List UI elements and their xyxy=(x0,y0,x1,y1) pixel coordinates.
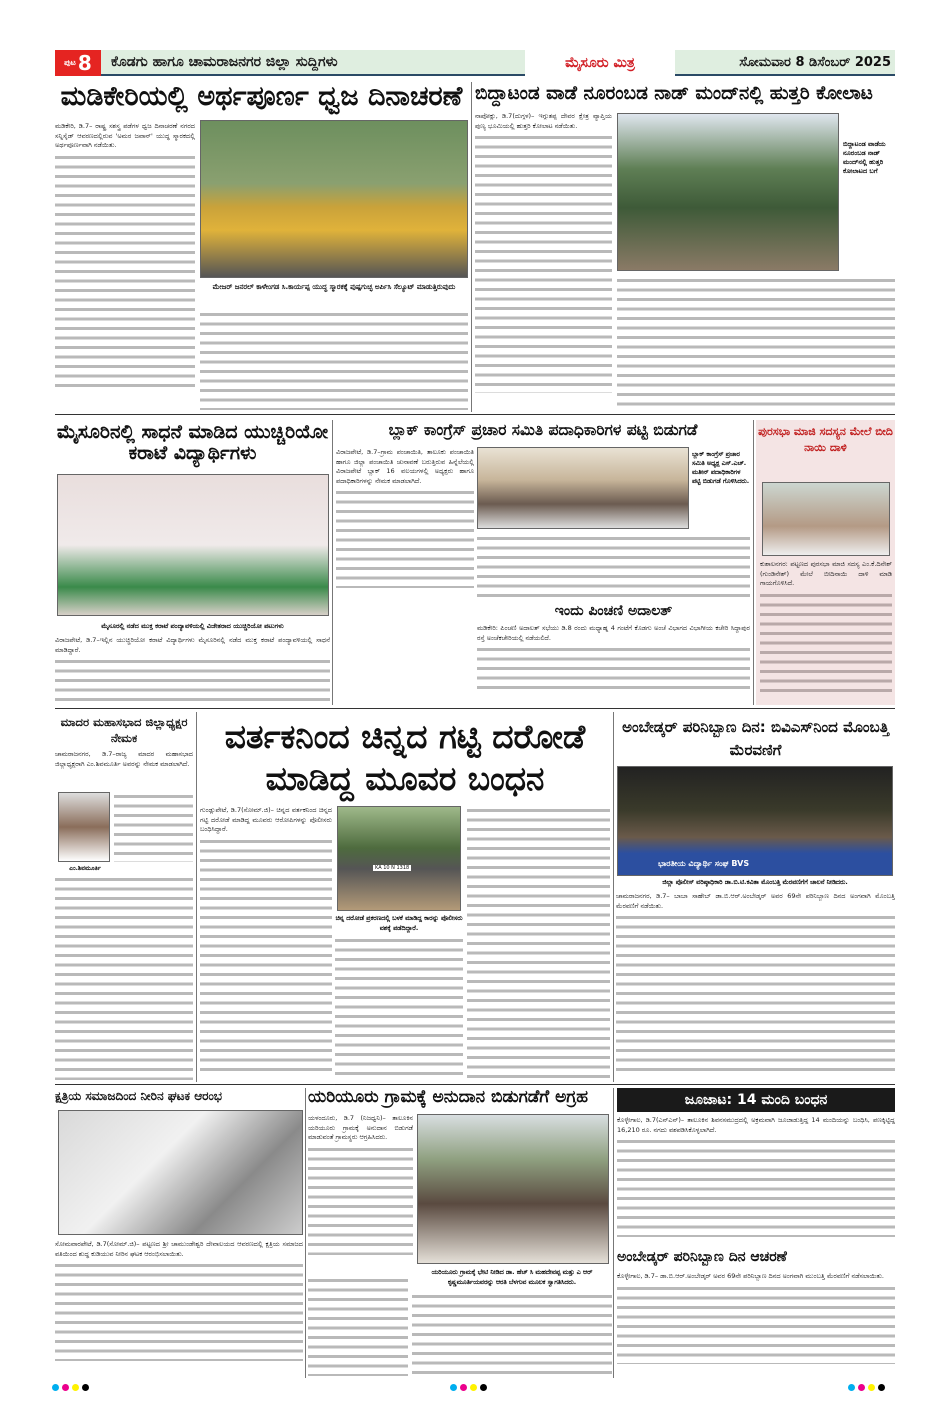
article-lead: ಗುಂಡ್ಲುಪೇಟೆ, ಡಿ.7(ಸೋಮ್.ಜಿ)– ಚಿನ್ನದ ವರ್ತಕನಿಂದ ಚಿನ್ನದ ಗಟ್ಟಿ ದರೋಡೆ ಮಾಡಿದ್ದ ಮೂವರು ಆರೋಪಿಗಳನ್ನು ಪೊಲೀಸರು ಬಂಧಿಸಿದ್ದಾರೆ. xyxy=(200,806,332,833)
headline-bvs: ಅಂಬೇಡ್ಕರ್ ಪರಿನಿಬ್ಬಾಣ ದಿನ: ಬಿವಿಎಸ್‌ನಿಂದ ಮೊಂಬತ್ತಿ ಮೆರವಣಿಗೆ xyxy=(622,718,889,759)
divider xyxy=(613,712,614,1082)
karate-photo xyxy=(57,474,329,616)
divider xyxy=(55,1084,895,1085)
article-lead: ಚಾಮರಾಜನಗರ, ಡಿ.7– ಬಾಬಾ ಸಾಹೇಬ್ ಡಾ.ಬಿ.ಆರ್.ಅಂಬೇಡ್ಕರ್ ಅವರ 69ನೇ ಪರಿನಿಬ್ಬಾಣ ದಿನದ ಅಂಗವಾಗಿ ಮೊಂಬತ್ತಿ ಮೆರವಣಿಗೆ ನಡೆಯಿತು. xyxy=(616,892,895,910)
bvs-rally-photo xyxy=(617,766,893,876)
congress-photo xyxy=(477,447,689,529)
page-header xyxy=(55,50,895,76)
divider xyxy=(471,82,472,412)
article-lead: ಕೊಳ್ಳೇಗಾಲ, ಡಿ.7(ಎನ್‌ಎನ್)– ತಾಲೂಕಿನ ಶಿವನಸಮುದ್ರದಲ್ಲಿ ಅಕ್ರಮವಾಗಿ ಜೂಜಾಡುತ್ತಿದ್ದ 14 ಮಂದಿಯನ್ನು ಬಂಧಿಸಿ, ಪಣಕ್ಕಿಟ್ಟಿದ್ದ 16,210 ರೂ. ನಗದು ವಶಪಡಿಸಿಕೊಳ್ಳಲಾಗಿದೆ. xyxy=(617,1116,895,1134)
headline-congress: ಬ್ಲಾಕ್ ಕಾಂಗ್ರೆಸ್ ಪ್ರಚಾರ ಸಮಿತಿ ಪದಾಧಿಕಾರಿಗಳ ಪಟ್ಟಿ ಬಿಡುಗಡೆ xyxy=(388,421,698,439)
article-body-lines xyxy=(335,936,463,1080)
article-lead: ಚಾಮರಾಜನಗರ, ಡಿ.7–ರಾಜ್ಯ ಮಾದರ ಮಹಾಸಭಾದ ಜಿಲ್ಲಾಧ್ಯಕ್ಷರಾಗಿ ಎಂ.ಶಿವಮೂರ್ತಿ ಅವರನ್ನು ನೇಮಕ ಮಾಡಲಾಗಿದೆ. xyxy=(55,750,193,768)
divider xyxy=(613,1088,614,1378)
photo-caption: ಮೇಜರ್ ಜನರಲ್ ಕಾಳೇಂಗಡ ಸಿ.ಕಾರ್ಯಪ್ಪ ಯುದ್ಧ ಸ್ಮಾರಕಕ್ಕೆ ಪುಷ್ಪಗುಚ್ಛ ಅರ್ಪಿಸಿ ಸೆಲ್ಯೂಟ್ ಮಾಡುತ್ತಿರುವುದು xyxy=(212,283,456,291)
issue-date: ಸೋಮವಾರ 8 ಡಿಸೆಂಬರ್ 2025 xyxy=(739,55,891,70)
yariyur-photo xyxy=(417,1114,609,1264)
side-caption: ಬ್ಲಾಕ್ ಕಾಂಗ್ರೆಸ್ ಪ್ರಚಾರ ಸಮಿತಿ ಅಧ್ಯಕ್ಷ ಎಸ್.ಎಚ್. ಮತೀನ್ ಪದಾಧಿಕಾರಿಗಳ ಪಟ್ಟಿ ಬಿಡುಗಡೆ ಗೊಳಿಸಿದರು. xyxy=(692,451,750,485)
kolata-photo xyxy=(617,113,839,271)
article-body xyxy=(475,112,612,410)
page-number-badge xyxy=(55,50,101,76)
article-body xyxy=(336,448,474,598)
article-body-lines xyxy=(467,806,610,1080)
article-body xyxy=(55,750,193,790)
headline-dog-attack: ಪುರಸಭಾ ಮಾಜಿ ಸದಸ್ಯನ ಮೇಲೆ ಬೀದಿ ನಾಯಿ ದಾಳಿ xyxy=(758,425,893,454)
page-label: ಪುಟ xyxy=(64,58,76,67)
article-body xyxy=(477,624,750,704)
flag-day-photo xyxy=(200,120,468,278)
divider xyxy=(305,1088,306,1378)
article-body-lines xyxy=(200,310,468,410)
license-plate: KA 10 N 1318 xyxy=(375,865,410,871)
article-body-lines xyxy=(617,276,895,410)
section-title: ಕೊಡಗು ಹಾಗೂ ಚಾಮರಾಜನಗರ ಜಿಲ್ಲಾ ಸುದ್ದಿಗಳು xyxy=(111,54,338,70)
article-body xyxy=(55,636,330,704)
article-lead: ಕುಶಾಲನಗರ: ಪಟ್ಟಣದ ಪುರಸಭಾ ಮಾಜಿ ಸದಸ್ಯ ಎಂ.ಕೆ.ದಿನೇಶ್ (ಗುಂಡಿನೇಶ್) ಮೇಲೆ ಬೀದಿನಾಯಿ ದಾಳಿ ಮಾಡಿ ಗಾಯಗೊಳಿಸಿದೆ. xyxy=(760,560,892,587)
headline-yariyur: ಯರಿಯೂರು ಗ್ರಾಮಕ್ಕೆ ಅನುದಾನ ಬಿಡುಗಡೆಗೆ ಅಗ್ರಹ xyxy=(308,1087,588,1107)
banner-text: ಭಾರತೀಯ ವಿದ್ಯಾರ್ಥಿ ಸಂಘ BVS xyxy=(658,859,750,868)
article-body xyxy=(760,560,892,702)
article-body xyxy=(55,1240,303,1375)
photo-caption: ಮೈಸೂರಲ್ಲಿ ನಡೆದ ಮುಕ್ತ ಕರಾಟೆ ಪಂದ್ಯಾವಳಿಯಲ್ಲಿ ವಿಜೇತರಾದ ಯುಚ್ಚಿರಿಯೋ ಪಟುಗಳು xyxy=(101,622,284,630)
article-lead: ನಾಪೋಕ್ಲು, ಡಿ.7(ದುಗ್ಗಳ)– ಇಗ್ಗುತಪ್ಪ ದೇವರ ಕ್ಷೇತ್ರ ವ್ಯಾಪ್ತಿಯ ಪುಣ್ಯ ಭೂಮಿಯಲ್ಲಿ ಹುತ್ತರಿ ಕೋಲಾಟ ನಡೆಯಿತು. xyxy=(475,112,612,130)
side-caption: ಬಿದ್ದಾಟಂಡ ವಾಡೆಯ ನೂರಂಬಡ ನಾಡ್ ಮಂದ್‌ನಲ್ಲಿ ಹುತ್ತರಿ ಕೋಲಾಟದ ಬಗೆ xyxy=(843,140,886,175)
headline-ambedkar: ಅಂಬೇಡ್ಕರ್ ಪರಿನಿಬ್ಬಾಣ ದಿನ ಆಚರಣೆ xyxy=(617,1249,787,1265)
article-body xyxy=(617,1272,895,1376)
article-body xyxy=(200,806,332,1080)
article-body-lines xyxy=(477,534,750,598)
registration-marks xyxy=(450,1376,490,1395)
dog-attack-photo xyxy=(762,482,890,556)
newspaper-logo: ಮೈಸೂರು ಮಿತ್ರ xyxy=(525,50,675,76)
photo-caption: ಜಿಲ್ಲಾ ಪೊಲೀಸ್ ವರಿಷ್ಠಾಧಿಕಾರಿ ಡಾ.ಬಿ.ಟಿ.ಕವಿತಾ ಮೊಂಬತ್ತಿ ಮೆರವಣಿಗೆಗೆ ಚಾಲನೆ ನೀಡಿದರು. xyxy=(662,879,848,886)
article-lead: ಯಳಂದೂರು, ಡಿ.7 (ನಿಜಧ್ವನಿ)– ತಾಲೂಕಿನ ಯರಿಯೂರು ಗ್ರಾಮಕ್ಕೆ ಅನುದಾನ ಬಿಡುಗಡೆ ಮಾಡುವಂತೆ ಗ್ರಾಮಸ್ಥರು ಆಗ್ರಹಿಸಿದರು. xyxy=(308,1114,413,1141)
article-body xyxy=(55,122,195,407)
portrait-photo xyxy=(58,792,110,862)
article-lead: ಸೋಮವಾರಪೇಟೆ, ಡಿ.7(ಸೋಮ್.ಜಿ)– ಪಟ್ಟಣದ ಶ್ರೀ ಚಾಮುಂಡೇಶ್ವರಿ ದೇವಾಲಯದ ಆವರಣದಲ್ಲಿ ಕ್ಷತ್ರಿಯ ಸಮಾಜದ ವತಿಯಿಂದ ಶುದ್ಧ ಕುಡಿಯುವ ನೀರಿನ ಘಟಕ ಆರಂಭಿಸಲಾಯಿತು. xyxy=(55,1240,303,1258)
article-body-lines xyxy=(55,875,193,1080)
article-body-lines xyxy=(114,792,193,862)
headline-gambling: ಜೂಜಾಟ: 14 ಮಂದಿ ಬಂಧನ xyxy=(617,1088,895,1112)
article-body-lines xyxy=(308,1276,408,1376)
article-lead: ಮಡಿಕೇರಿ, ಡಿ.7– ರಾಷ್ಟ್ರ ಸಶಸ್ತ್ರ ಪಡೆಗಳ ಧ್ವಜ ದಿನಾಚರಣೆ ನಗರದ ಸನ್ನಿಸೈಡ್ ಆವರಣದಲ್ಲಿರುವ 'ಅಮರ ಜವಾನ್' ಯುದ್ಧ ಸ್ಮಾರಕದಲ್ಲಿ ಅರ್ಥಪೂರ್ಣವಾಗಿ ನಡೆಯಿತು. xyxy=(55,122,195,149)
article-lead: ವಿರಾಜಪೇಟೆ, ಡಿ.7–ಗ್ರಾಮ ಪಂಚಾಯಿತಿ, ತಾಲೂಕು ಪಂಚಾಯಿತಿ ಹಾಗೂ ಜಿಲ್ಲಾ ಪಂಚಾಯಿತಿ ಚುನಾವಣೆ ಬರುತ್ತಿರುವ ಹಿನ್ನೆಲೆಯಲ್ಲಿ ವಿರಾಜಪೇಟೆ ಬ್ಲಾಕ್ 16 ವಲಯಗಳಲ್ಲಿ ಅಧ್ಯಕ್ಷರು ಹಾಗೂ ಪದಾಧಿಕಾರಿಗಳನ್ನು ನೇಮಕ ಮಾಡಲಾಗಿದೆ. xyxy=(336,448,474,485)
photo-caption: ಯರಿಯೂರು ಗ್ರಾಮಕ್ಕೆ ಭೇಟಿ ನೀಡಿದ ಡಾ. ಹೆಚ್ ಸಿ ಮಹದೇವಪ್ಪ ಮತ್ತು ಎ ಆರ್ ಕೃಷ್ಣಮೂರ್ತಿಯವರನ್ನು ಆರತಿ ಬೆಳಗುವ ಮೂಲಕ ಸ್ವಾಗತಿಸಿದರು. xyxy=(431,1269,593,1286)
page-number: 8 xyxy=(77,51,92,75)
article-lead: ವಿರಾಜಪೇಟೆ, ಡಿ.7–ಇಲ್ಲಿನ ಯುಚ್ಚಿರಿಯೋ ಕರಾಟೆ ವಿದ್ಯಾರ್ಥಿಗಳು ಮೈಸೂರಿನಲ್ಲಿ ನಡೆದ ಮುಕ್ತ ಕರಾಟೆ ಪಂದ್ಯಾವಳಿಯಲ್ಲಿ ಸಾಧನೆ ಮಾಡಿದ್ದಾರೆ. xyxy=(55,636,330,654)
registration-marks xyxy=(52,1376,92,1395)
water-unit-photo xyxy=(58,1110,303,1235)
headline-madara: ಮಾದರ ಮಹಾಸಭಾದ ಜಿಲ್ಲಾಧ್ಯಕ್ಷರ ನೇಮಕ xyxy=(60,715,188,745)
headline-kshatriya: ಕ್ಷತ್ರಿಯ ಸಮಾಜದಿಂದ ನೀರಿನ ಘಟಕ ಆರಂಭ xyxy=(55,1089,222,1103)
article-lead: ಕೊಳ್ಳೇಗಾಲ, ಡಿ.7– ಡಾ.ಬಿ.ಆರ್.ಅಂಬೇಡ್ಕರ್ ಅವರ 69ನೇ ಪರಿನಿಬ್ಬಾಣ ದಿನದ ಅಂಗವಾಗಿ ಮುಂಬತ್ತಿ ಮೆರವಣಿಗೆ ನಡೆಸಲಾಯಿತು. xyxy=(617,1272,884,1280)
divider xyxy=(55,708,895,709)
headline-kolata: ಬಿದ್ದಾಟಂಡ ವಾಡೆ ನೂರಂಬಡ ನಾಡ್ ಮಂದ್‌ನಲ್ಲಿ ಹುತ್ತರಿ ಕೋಲಾಟ xyxy=(475,83,873,104)
article-body-lines xyxy=(412,1292,612,1376)
divider xyxy=(196,712,197,1082)
article-body xyxy=(308,1114,413,1274)
car-photo xyxy=(337,806,461,911)
headline-pension: ಇಂದು ಪಿಂಚಣಿ ಅದಾಲತ್ xyxy=(554,603,673,619)
divider xyxy=(55,414,895,415)
registration-marks xyxy=(848,1376,888,1395)
photo-caption: ಚಿನ್ನ ದರೋಡೆ ಪ್ರಕರಣದಲ್ಲಿ ಬಳಕೆ ಮಾಡಿದ್ದ ಕಾರನ್ನು ಪೊಲೀಸರು ವಶಕ್ಕೆ ಪಡೆದಿದ್ದಾರೆ. xyxy=(335,915,463,932)
photo-caption: ಎಂ.ಶಿವಮೂರ್ತಿ xyxy=(69,865,101,872)
article-lead: ಮಡಿಕೇರಿ: ಪಿಂಚಣಿ ಅದಾಲತ್ ಸಭೆಯು ಡಿ.8 ರಂದು ಮಧ್ಯಾಹ್ನ 4 ಗಂಟೆಗೆ ಕೊಡಗು ಅಂಚೆ ವಿಭಾಗದ ವಿಭಾಗೀಯ ಕಚೇರಿ ಸಿದ್ದಾಪುರ ರಸ್ತೆ ಅಂಚೆಕಚೇರಿಯಲ್ಲಿ ನಡೆಯಲಿದೆ. xyxy=(477,624,750,642)
divider xyxy=(332,420,333,705)
divider xyxy=(753,420,754,705)
article-body xyxy=(617,1116,895,1244)
headline-robbery: ವರ್ತಕನಿಂದ ಚಿನ್ನದ ಗಟ್ಟಿ ದರೋಡೆ ಮಾಡಿದ್ದ ಮೂವರ ಬಂಧನ xyxy=(224,717,586,798)
headline-karate: ಮೈಸೂರಿನಲ್ಲಿ ಸಾಧನೆ ಮಾಡಿದ ಯುಚ್ಚಿರಿಯೋ ಕರಾಟೆ ವಿದ್ಯಾರ್ಥಿಗಳು xyxy=(56,421,329,464)
headline-flag-day: ಮಡಿಕೇರಿಯಲ್ಲಿ ಅರ್ಥಪೂರ್ಣ ಧ್ವಜ ದಿನಾಚರಣೆ xyxy=(60,81,463,112)
article-body xyxy=(616,892,895,1080)
